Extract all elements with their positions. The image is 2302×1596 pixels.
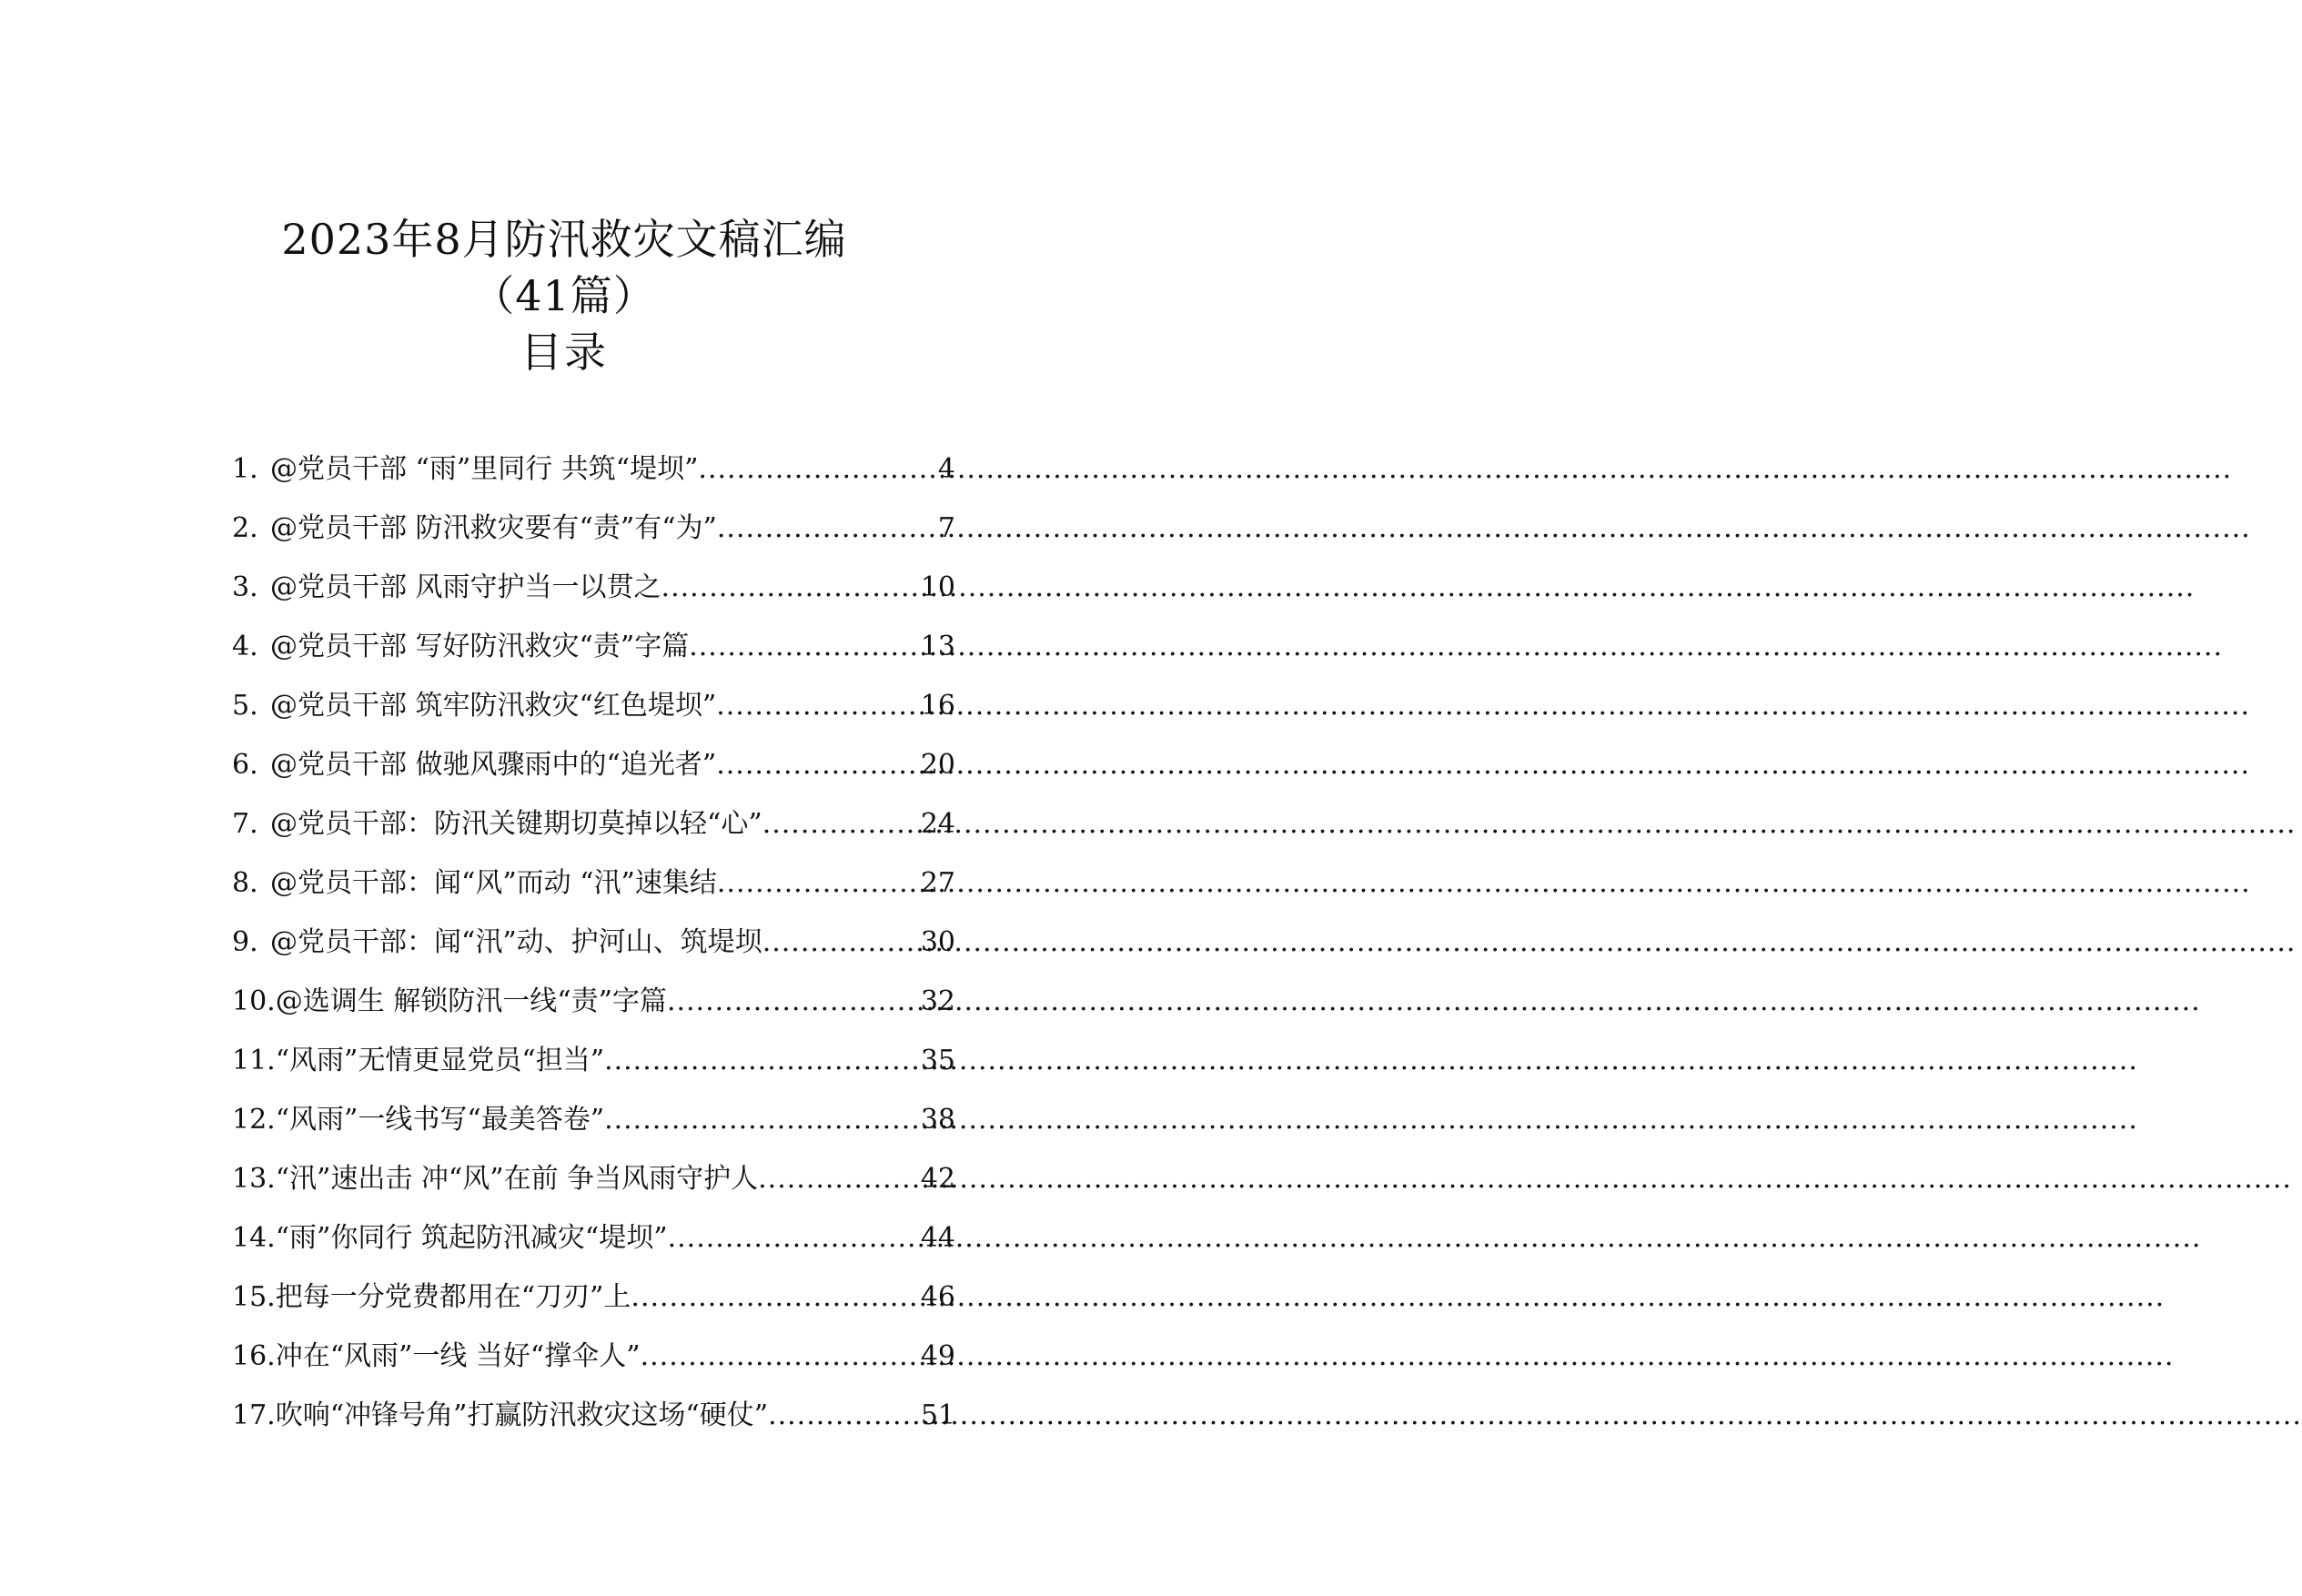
toc-entry[interactable] xyxy=(232,919,955,978)
toc-entry[interactable] xyxy=(232,623,955,682)
toc-entry-number: 6. xyxy=(232,749,258,781)
toc-entry-number: 5. xyxy=(232,690,258,722)
toc-entry-number: 17. xyxy=(232,1399,276,1431)
toc-entry-number: 10. xyxy=(232,985,276,1017)
toc-entry-page: 51 xyxy=(920,1399,955,1431)
toc-dot-leader xyxy=(604,1045,921,1076)
toc-entry-title: @党员干部 防汛救灾要有“责”有“为” xyxy=(270,512,717,544)
toc-entry-title: 冲在“风雨”一线 当好“撑伞人” xyxy=(275,1340,641,1372)
toc-dot-leader xyxy=(716,690,921,722)
toc-entry[interactable] xyxy=(232,1037,955,1096)
toc-entry-title: 把每一分党费都用在“刀刃”上 xyxy=(275,1281,631,1313)
toc-entry-page: 44 xyxy=(920,1222,955,1254)
toc-entry-title: @党员干部：闻“风”而动 “汛”速集结 xyxy=(270,867,717,899)
toc-dot-leader xyxy=(762,926,921,958)
toc-dot-leader xyxy=(698,453,937,485)
toc-entry-page: 32 xyxy=(920,985,955,1017)
toc-entry-number: 2. xyxy=(232,512,258,544)
table-of-contents xyxy=(232,446,955,1451)
toc-entry-number: 3. xyxy=(232,571,258,603)
toc-entry-title: “风雨”一线书写“最美答卷” xyxy=(275,1104,605,1136)
toc-dot-leader xyxy=(668,1222,921,1254)
toc-entry-page: 46 xyxy=(920,1281,955,1313)
toc-entry-page: 13 xyxy=(920,631,955,662)
toc-entry-number: 14. xyxy=(232,1222,276,1254)
title-block xyxy=(0,211,1128,380)
toc-entry[interactable] xyxy=(232,564,955,623)
toc-entry[interactable] xyxy=(232,682,955,742)
toc-entry[interactable] xyxy=(232,446,955,505)
toc-entry[interactable] xyxy=(232,801,955,860)
toc-entry[interactable] xyxy=(232,1215,955,1274)
toc-entry-title: @党员干部 写好防汛救灾“责”字篇 xyxy=(270,631,690,662)
toc-entry[interactable] xyxy=(232,860,955,919)
toc-entry-number: 7. xyxy=(232,808,258,840)
toc-entry-title: “汛”速出击 冲“风”在前 争当风雨守护人 xyxy=(275,1163,759,1195)
toc-entry-page: 38 xyxy=(920,1104,955,1136)
toc-dot-leader xyxy=(717,512,938,544)
toc-dot-leader xyxy=(604,1104,921,1136)
toc-dot-leader xyxy=(762,808,921,840)
toc-entry[interactable] xyxy=(232,505,955,564)
toc-entry-title: @党员干部：防汛关键期切莫掉以轻“心” xyxy=(270,808,762,840)
toc-entry-number: 4. xyxy=(232,631,258,662)
toc-entry-title: @党员干部 “雨”里同行 共筑“堤坝” xyxy=(270,453,699,485)
document-title: 2023年8月防汛救灾文稿汇编 xyxy=(281,215,847,264)
toc-entry-title: “风雨”无情更显党员“担当” xyxy=(275,1045,605,1076)
toc-entry[interactable] xyxy=(232,1156,955,1215)
toc-entry[interactable] xyxy=(232,978,955,1037)
toc-entry-number: 16. xyxy=(232,1340,276,1372)
toc-dot-leader xyxy=(631,1281,920,1313)
toc-entry[interactable] xyxy=(232,1096,955,1156)
toc-entry-page: 35 xyxy=(920,1045,955,1076)
toc-entry-title: 吹响“冲锋号角”打赢防汛救灾这场“硬仗” xyxy=(275,1399,769,1431)
toc-entry-number: 13. xyxy=(232,1163,276,1195)
document-page xyxy=(0,0,1128,1596)
toc-entry-title: @选调生 解锁防汛一线“责”字篇 xyxy=(275,985,667,1017)
toc-entry-page: 27 xyxy=(920,867,955,899)
toc-entry-number: 15. xyxy=(232,1281,276,1313)
toc-entry-page: 24 xyxy=(920,808,955,840)
toc-entry-title: @党员干部：闻“汛”动、护河山、筑堤坝 xyxy=(270,926,762,958)
toc-dot-leader xyxy=(758,1163,921,1195)
toc-dot-leader xyxy=(667,985,921,1017)
toc-entry-page: 30 xyxy=(920,926,955,958)
toc-entry-page: 16 xyxy=(920,690,955,722)
toc-entry-number: 12. xyxy=(232,1104,276,1136)
toc-dot-leader xyxy=(661,571,921,603)
toc-entry-page: 42 xyxy=(920,1163,955,1195)
toc-entry-number: 8. xyxy=(232,867,258,899)
toc-entry[interactable] xyxy=(232,1274,955,1333)
toc-entry-page: 7 xyxy=(937,512,955,544)
toc-dot-leader xyxy=(716,749,921,781)
toc-entry-page: 49 xyxy=(920,1340,955,1372)
toc-entry-page: 4 xyxy=(937,453,955,485)
toc-entry-number: 11. xyxy=(232,1045,276,1076)
toc-dot-leader xyxy=(768,1399,921,1431)
toc-dot-leader xyxy=(689,631,921,662)
toc-entry-number: 9. xyxy=(232,926,258,958)
toc-entry-title: @党员干部 做驰风骤雨中的“追光者” xyxy=(270,749,717,781)
toc-entry[interactable] xyxy=(232,1392,955,1451)
toc-entry[interactable] xyxy=(232,1333,955,1392)
toc-entry-title: @党员干部 筑牢防汛救灾“红色堤坝” xyxy=(270,690,717,722)
toc-entry-title: “雨”你同行 筑起防汛减灾“堤坝” xyxy=(275,1222,668,1254)
toc-entry-title: @党员干部 风雨守护当一以贯之 xyxy=(270,571,661,603)
toc-dot-leader xyxy=(641,1340,921,1372)
document-subtitle: （41篇） xyxy=(472,271,656,320)
toc-entry-page: 10 xyxy=(920,571,955,603)
toc-entry[interactable] xyxy=(232,742,955,801)
toc-entry-number: 1. xyxy=(232,453,258,485)
toc-dot-leader xyxy=(717,867,921,899)
toc-heading: 目录 xyxy=(520,328,608,377)
toc-entry-page: 20 xyxy=(920,749,955,781)
